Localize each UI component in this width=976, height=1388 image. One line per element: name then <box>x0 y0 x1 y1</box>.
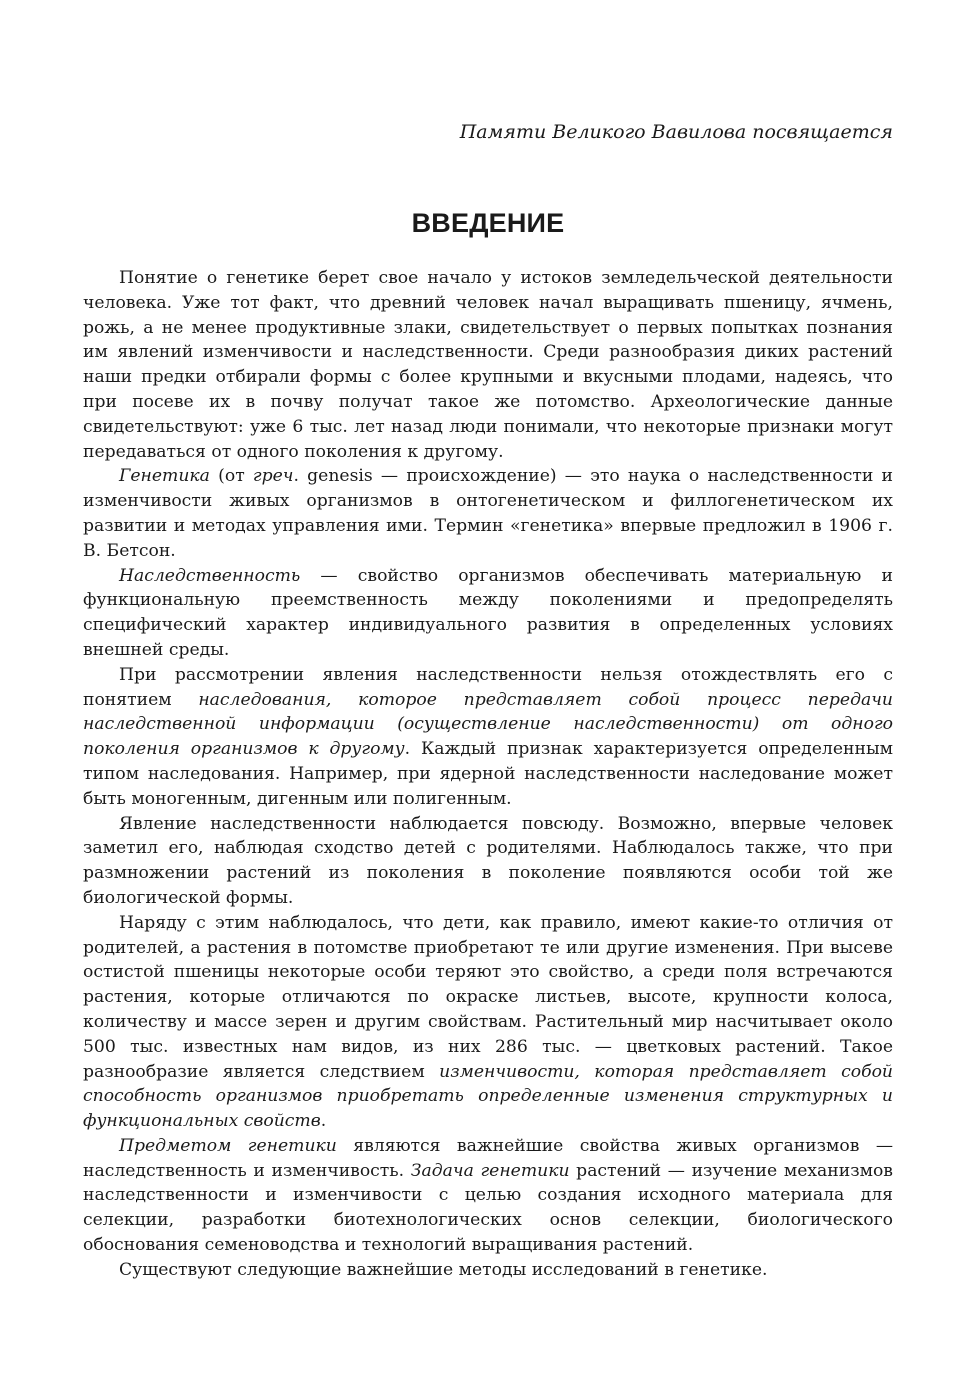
abbr-greek: греч <box>252 466 294 487</box>
text-fragment: — свойство организмов обеспечивать материальную и функциональную преемственность между поколениями и предопределять специфический характер индивидуального развития в определенных условиях внешней среды. <box>83 565 893 660</box>
section-heading: ВВЕДЕНИЕ <box>411 208 565 238</box>
term-task: Задача генетики <box>410 1160 570 1181</box>
text-fragment: растений — изучение механизмов наследственности и изменчивости с целью создания исходного материала для селекции, разработки биотехнологических основ селекции, биологического обоснования семеноводства и технологий выращивания растений. <box>83 1160 893 1256</box>
term-subject: Предметом генетики <box>119 1135 337 1156</box>
paragraph-subject-task <box>83 1134 893 1258</box>
term-heredity: Наследственность <box>119 565 301 586</box>
text-fragment: Наряду с этим наблюдалось, что дети, как правило, имеют какие-то отличия от родителей, а растения в потомстве приобретают те или другие изменения. При высеве остистой пшеницы некоторые особи теряют это свойство, а среди поля встречаются растения, которые отличаются по окраске листьев, высоте, крупности колоса, количеству и массе зерен и другим свойствам. Растительный мир насчитывает около 500 тыс. известных нам видов, из них 286 тыс. — цветковых растений. Такое разнообразие является следствием <box>83 912 893 1082</box>
paragraph-genetics-definition <box>83 464 893 563</box>
text-fragment: . <box>320 1111 327 1132</box>
term-genetics: Генетика <box>119 466 210 487</box>
epigraph: Памяти Великого Вавилова посвящается <box>459 121 893 143</box>
paragraph-methods: Существуют следующие важнейшие методы исследований в генетике. <box>119 1259 768 1280</box>
italic-definition: наследования, которое представляет собой процесс передачи наследственной информации (осуществление наследственности) от одного поколения организмов к другому <box>83 689 893 760</box>
paragraph-origins: Понятие о генетике берет свое начало у истоков земледельческой деятельности человека. Уже тот факт, что древний человек начал выращивать пшеницу, ячмень, рожь, а не менее продуктивные злаки, свидетельствует о первых попытках познания им явлений изменчивости и наследственности. Среди разнообразия диких растений наши предки отбирали формы с более крупными и вкусными плодами, надеясь, что при посеве их в почву получат такое же потомство. Археологические данные свидетельствуют: уже 6 тыс. лет назад люди понимали, что некоторые признаки могут передаваться от одного поколения к другому. <box>83 268 893 462</box>
paragraph-observation: Явление наследственности наблюдается повсюду. Возможно, впервые человек заметил его, наблюдая сходство детей с родителями. Наблюдалось также, что при размножении растений из поколения в поколение появляются особи той же биологической формы. <box>83 813 893 908</box>
text-fragment: (от <box>209 466 253 487</box>
body-text <box>83 266 893 1283</box>
text-fragment: При рассмотрении явления наследственности нельзя отождествлять его с понятием <box>83 664 893 710</box>
text-fragment: являются важнейшие свойства живых организмов — наследственность и изменчивость. <box>83 1135 894 1181</box>
paragraph-variability <box>83 911 893 1134</box>
paragraph-heredity-definition <box>83 564 893 663</box>
text-fragment: . genesis — происхождение) — это наука о наследственности и изменчивости живых организмов в онтогенетическом и филлогенетическом их развитии и методах управления ими. Термин «генетика» впервые предложил в 1906 г. В. Бетсон. <box>83 466 893 561</box>
italic-definition: изменчивости, которая представляет собой способность организмов приобретать определенные изменения структурных и функциональных свойств <box>83 1061 893 1132</box>
text-fragment: . Каждый признак характеризуется определенным типом наследования. Например, при ядерной наследственности наследование может быть моногенным, дигенным или полигенным. <box>83 739 893 809</box>
paragraph-inheritance <box>83 663 893 812</box>
